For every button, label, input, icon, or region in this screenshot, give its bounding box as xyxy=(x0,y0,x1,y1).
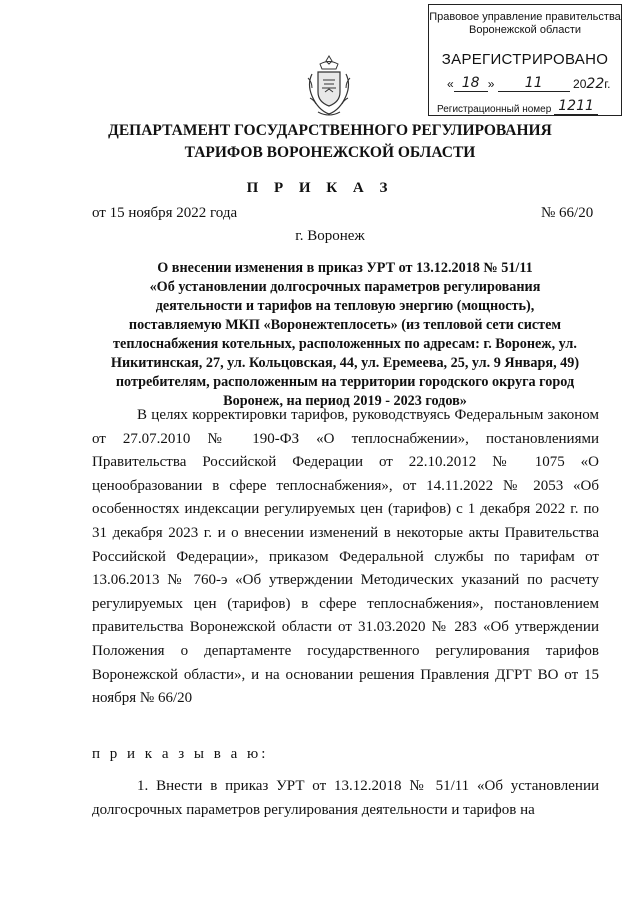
stamp-day: 18 xyxy=(461,75,480,91)
stamp-date: « 18 » 11 2022г. xyxy=(447,75,611,92)
subject-line: Воронеж, на период 2019 - 2023 годов» xyxy=(223,393,467,409)
department-name xyxy=(80,120,580,164)
subject-line: О внесении изменения в приказ УРТ от 13.12.2018 № 51/11 xyxy=(157,260,533,276)
subject-line: деятельности и тарифов на тепловую энергию (мощность), xyxy=(155,298,535,314)
preamble-paragraph: В целях корректировки тарифов, руководствуясь Федеральным законом от 27.07.2010 № 190-ФЗ «О теплоснабжении», постановлениями Правительства Российской Федерации от 22.10.2012 № 1075 «О ценообразовании в сфере теплоснабжения», от 14.11.2022 № 2053 «Об особенностях индексации регулируемых цен (тарифов) с 1 декабря 2022 г. по 31 декабря 2023 г. и о внесении изменений в некоторые акты Правительства Российской Федерации», приказом Федеральной службы по тарифам от 13.06.2013 № 760-э «Об утверждении Методических указаний по расчету регулируемых цен (тарифов) в сфере теплоснабжения», постановлением правительства Воронежской области от 31.03.2020 № 283 «Об утверждении Положения о департаменте государственного регулирования тарифов Воронежской области», и на основании решения Правления ДГРТ ВО от 15 ноября № 66/20 xyxy=(92,407,599,707)
stamp-reg xyxy=(437,98,598,115)
subject-line: потребителям, расположенным на территории городского округа город xyxy=(115,374,575,390)
preamble xyxy=(92,404,599,711)
stamp-month: 11 xyxy=(524,75,543,91)
stamp-authority xyxy=(429,11,621,37)
coat-of-arms-icon xyxy=(304,54,354,118)
registration-stamp xyxy=(428,4,622,116)
order-number: № 66/20 xyxy=(541,205,594,221)
stamp-reg-label: Регистрационный номер xyxy=(437,104,552,115)
stamp-authority-line2: Воронежской области xyxy=(468,24,581,36)
order-subject xyxy=(95,259,595,411)
stamp-year-prefix: 20 xyxy=(573,77,587,91)
subject-line: поставляемую МКП «Воронежтеплосеть» (из тепловой сети систем xyxy=(128,317,562,333)
stamp-year-hand: 22 xyxy=(586,76,605,92)
department-name-line1: ДЕПАРТАМЕНТ ГОСУДАРСТВЕННОГО РЕГУЛИРОВАНИЯ xyxy=(108,122,552,139)
stamp-reg-number: 1211 xyxy=(558,98,594,114)
subject-line: теплоснабжения котельных, расположенных по адресам: г. Воронеж, ул. xyxy=(113,336,577,352)
order-city: г. Воронеж xyxy=(295,228,365,244)
order-item-1: 1. Внести в приказ УРТ от 13.12.2018 № 51/11 «Об установлении долгосрочных параметров регулирования деятельности и тарифов на xyxy=(92,778,599,818)
subject-line: Никитинская, 27, ул. Кольцовская, 44, ул. Еремеева, 25, ул. 9 Января, 49) xyxy=(110,355,580,371)
order-title: П Р И К А З xyxy=(246,180,394,196)
order-date: от 15 ноября 2022 года xyxy=(92,205,238,221)
stamp-authority-line1: Правовое управление правительства xyxy=(429,11,621,23)
subject-line: «Об установлении долгосрочных параметров регулирования xyxy=(149,279,541,295)
stamp-status: ЗАРЕГИСТРИРОВАНО xyxy=(441,51,609,68)
stamp-year-suffix: г. xyxy=(604,77,611,91)
prikazyvayu-heading: п р и к а з ы в а ю: xyxy=(92,746,269,762)
department-name-line2: ТАРИФОВ ВОРОНЕЖСКОЙ ОБЛАСТИ xyxy=(184,144,476,161)
